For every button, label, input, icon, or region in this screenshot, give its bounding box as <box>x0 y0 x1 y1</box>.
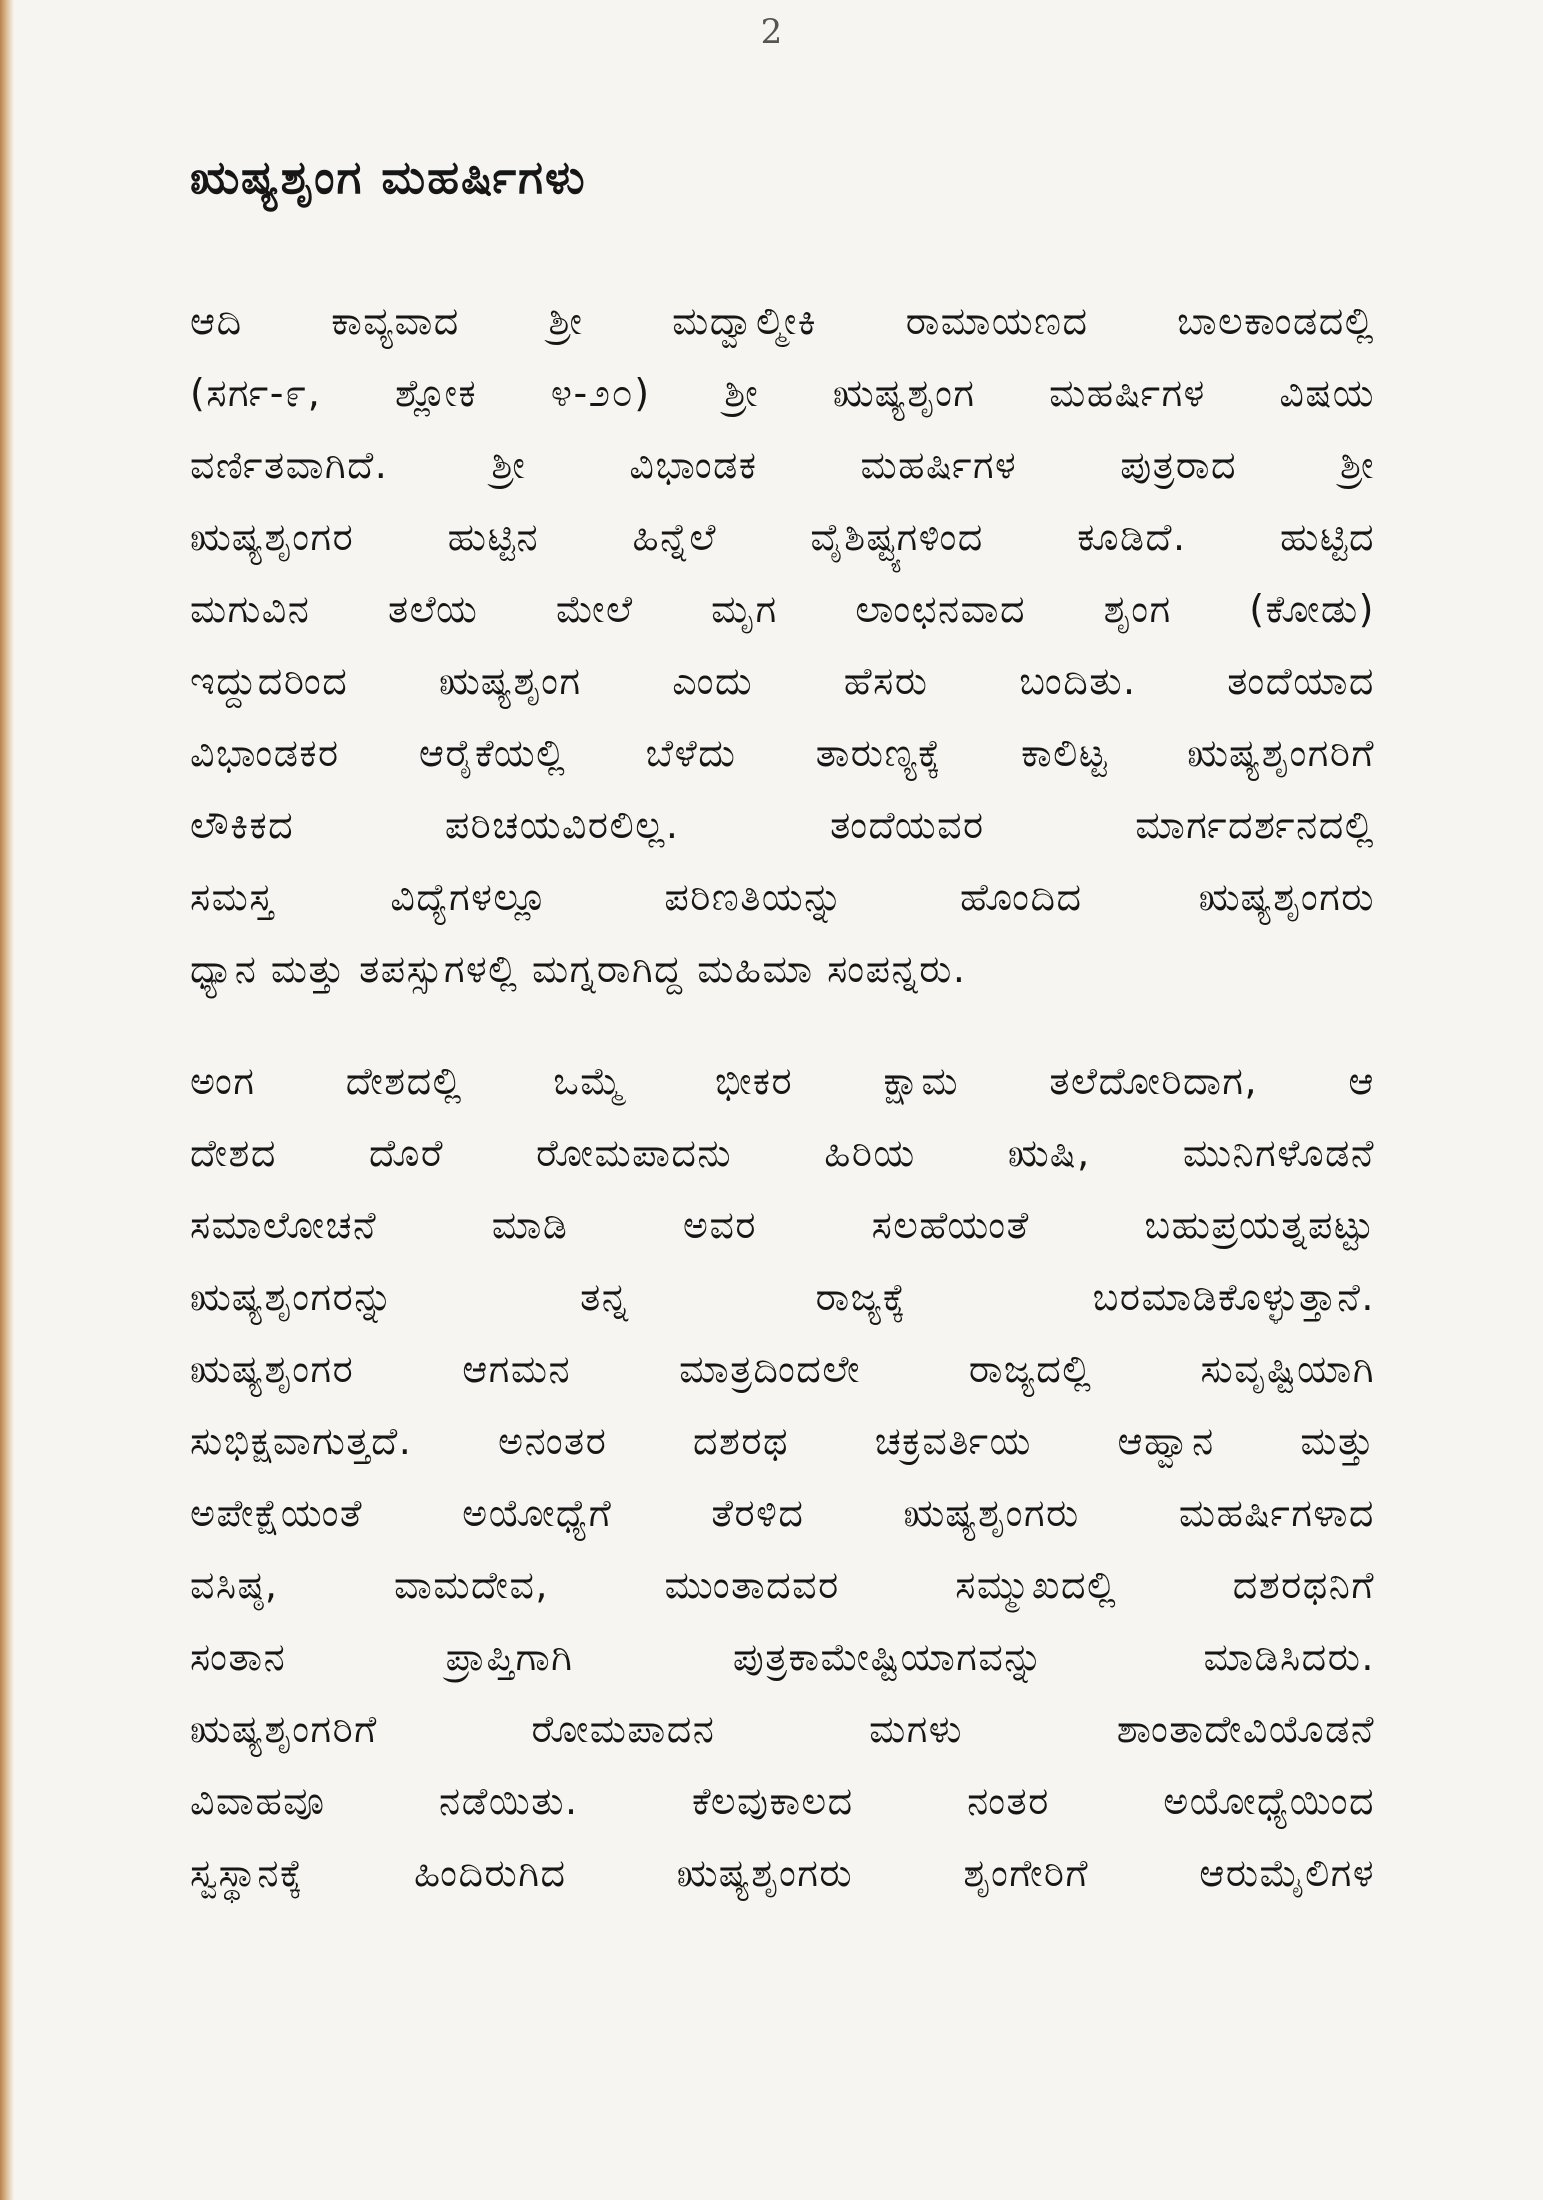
text-line: ಇದ್ದುದರಿಂದ ಋಷ್ಯಶೃಂಗ ಎಂದು ಹೆಸರು ಬಂದಿತು. ತಂದೆಯಾದ <box>190 659 1375 704</box>
paragraph-1 <box>190 285 1375 1005</box>
section-heading: ಋಷ್ಯಶೃಂಗ ಮಹರ್ಷಿಗಳು <box>190 150 587 204</box>
text-line: ಸಮಸ್ತ ವಿದ್ಯೆಗಳಲ್ಲೂ ಪರಿಣತಿಯನ್ನು ಹೊಂದಿದ ಋಷ್ಯಶೃಂಗರು <box>190 875 1375 920</box>
text-line: ಮಗುವಿನ ತಲೆಯ ಮೇಲೆ ಮೃಗ ಲಾಂಛನವಾದ ಶೃಂಗ (ಕೋಡು) <box>190 587 1375 632</box>
text-line: ಸುಭಿಕ್ಷವಾಗುತ್ತದೆ. ಅನಂತರ ದಶರಥ ಚಕ್ರವರ್ತಿಯ ಆಹ್ವಾನ ಮತ್ತು <box>190 1419 1375 1464</box>
text-line: ಸಮಾಲೋಚನೆ ಮಾಡಿ ಅವರ ಸಲಹೆಯಂತೆ ಬಹುಪ್ರಯತ್ನಪಟ್ಟು <box>190 1203 1375 1248</box>
text-line: ವಿಭಾಂಡಕರ ಆರೈಕೆಯಲ್ಲಿ ಬೆಳೆದು ತಾರುಣ್ಯಕ್ಕೆ ಕಾಲಿಟ್ಟ ಋಷ್ಯಶೃಂಗರಿಗೆ <box>190 731 1375 776</box>
text-line: ಅಂಗ ದೇಶದಲ್ಲಿ ಒಮ್ಮೆ ಭೀಕರ ಕ್ಷಾಮ ತಲೆದೋರಿದಾಗ, ಆ <box>190 1059 1375 1104</box>
text-line: ಋಷ್ಯಶೃಂಗರ ಆಗಮನ ಮಾತ್ರದಿಂದಲೇ ರಾಜ್ಯದಲ್ಲಿ ಸುವೃಷ್ಟಿಯಾಗಿ <box>190 1347 1375 1392</box>
text-line: ಅಪೇಕ್ಷೆಯಂತೆ ಅಯೋಧ್ಯೆಗೆ ತೆರಳಿದ ಋಷ್ಯಶೃಂಗರು ಮಹರ್ಷಿಗಳಾದ <box>190 1491 1375 1536</box>
text-line: ಆದಿ ಕಾವ್ಯವಾದ ಶ್ರೀ ಮದ್ವಾಲ್ಮೀಕಿ ರಾಮಾಯಣದ ಬಾಲಕಾಂಡದಲ್ಲಿ <box>190 299 1375 344</box>
text-line: ಋಷ್ಯಶೃಂಗರನ್ನು ತನ್ನ ರಾಜ್ಯಕ್ಕೆ ಬರಮಾಡಿಕೊಳ್ಳುತ್ತಾನೆ. <box>190 1275 1375 1320</box>
text-line: ಲೌಕಿಕದ ಪರಿಚಯವಿರಲಿಲ್ಲ. ತಂದೆಯವರ ಮಾರ್ಗದರ್ಶನದಲ್ಲಿ <box>190 803 1375 848</box>
page-number: 2 <box>760 12 783 52</box>
page-content <box>190 150 1375 1949</box>
text-line: ಋಷ್ಯಶೃಂಗರ ಹುಟ್ಟಿನ ಹಿನ್ನೆಲೆ ವೈಶಿಷ್ಟ್ಯಗಳಿಂದ ಕೂಡಿದೆ. ಹುಟ್ಟಿದ <box>190 515 1375 560</box>
page-edge-shadow <box>0 0 14 2200</box>
text-line: ಧ್ಯಾನ ಮತ್ತು ತಪಸ್ಸುಗಳಲ್ಲಿ ಮಗ್ನರಾಗಿದ್ದ ಮಹಿಮಾ ಸಂಪನ್ನರು. <box>190 947 967 992</box>
text-line: ವರ್ಣಿತವಾಗಿದೆ. ಶ್ರೀ ವಿಭಾಂಡಕ ಮಹರ್ಷಿಗಳ ಪುತ್ರರಾದ ಶ್ರೀ <box>190 443 1375 488</box>
text-line: ಋಷ್ಯಶೃಂಗರಿಗೆ ರೋಮಪಾದನ ಮಗಳು ಶಾಂತಾದೇವಿಯೊಡನೆ <box>190 1707 1375 1752</box>
paragraph-2 <box>190 1045 1375 1909</box>
text-line: (ಸರ್ಗ-೯, ಶ್ಲೋಕ ೪-೨೦) ಶ್ರೀ ಋಷ್ಯಶೃಂಗ ಮಹರ್ಷಿಗಳ ವಿಷಯ <box>190 371 1375 416</box>
text-line: ಸ್ವಸ್ಥಾನಕ್ಕೆ ಹಿಂದಿರುಗಿದ ಋಷ್ಯಶೃಂಗರು ಶೃಂಗೇರಿಗೆ ಆರುಮೈಲಿಗಳ <box>190 1851 1375 1896</box>
text-line: ವಿವಾಹವೂ ನಡೆಯಿತು. ಕೆಲವುಕಾಲದ ನಂತರ ಅಯೋಧ್ಯೆಯಿಂದ <box>190 1779 1375 1824</box>
text-line: ದೇಶದ ದೊರೆ ರೋಮಪಾದನು ಹಿರಿಯ ಋಷಿ, ಮುನಿಗಳೊಡನೆ <box>190 1131 1375 1176</box>
text-line: ವಸಿಷ್ಠ, ವಾಮದೇವ, ಮುಂತಾದವರ ಸಮ್ಮುಖದಲ್ಲಿ ದಶರಥನಿಗೆ <box>190 1563 1375 1608</box>
text-line: ಸಂತಾನ ಪ್ರಾಪ್ತಿಗಾಗಿ ಪುತ್ರಕಾಮೇಷ್ಟಿಯಾಗವನ್ನು ಮಾಡಿಸಿದರು. <box>190 1635 1375 1680</box>
